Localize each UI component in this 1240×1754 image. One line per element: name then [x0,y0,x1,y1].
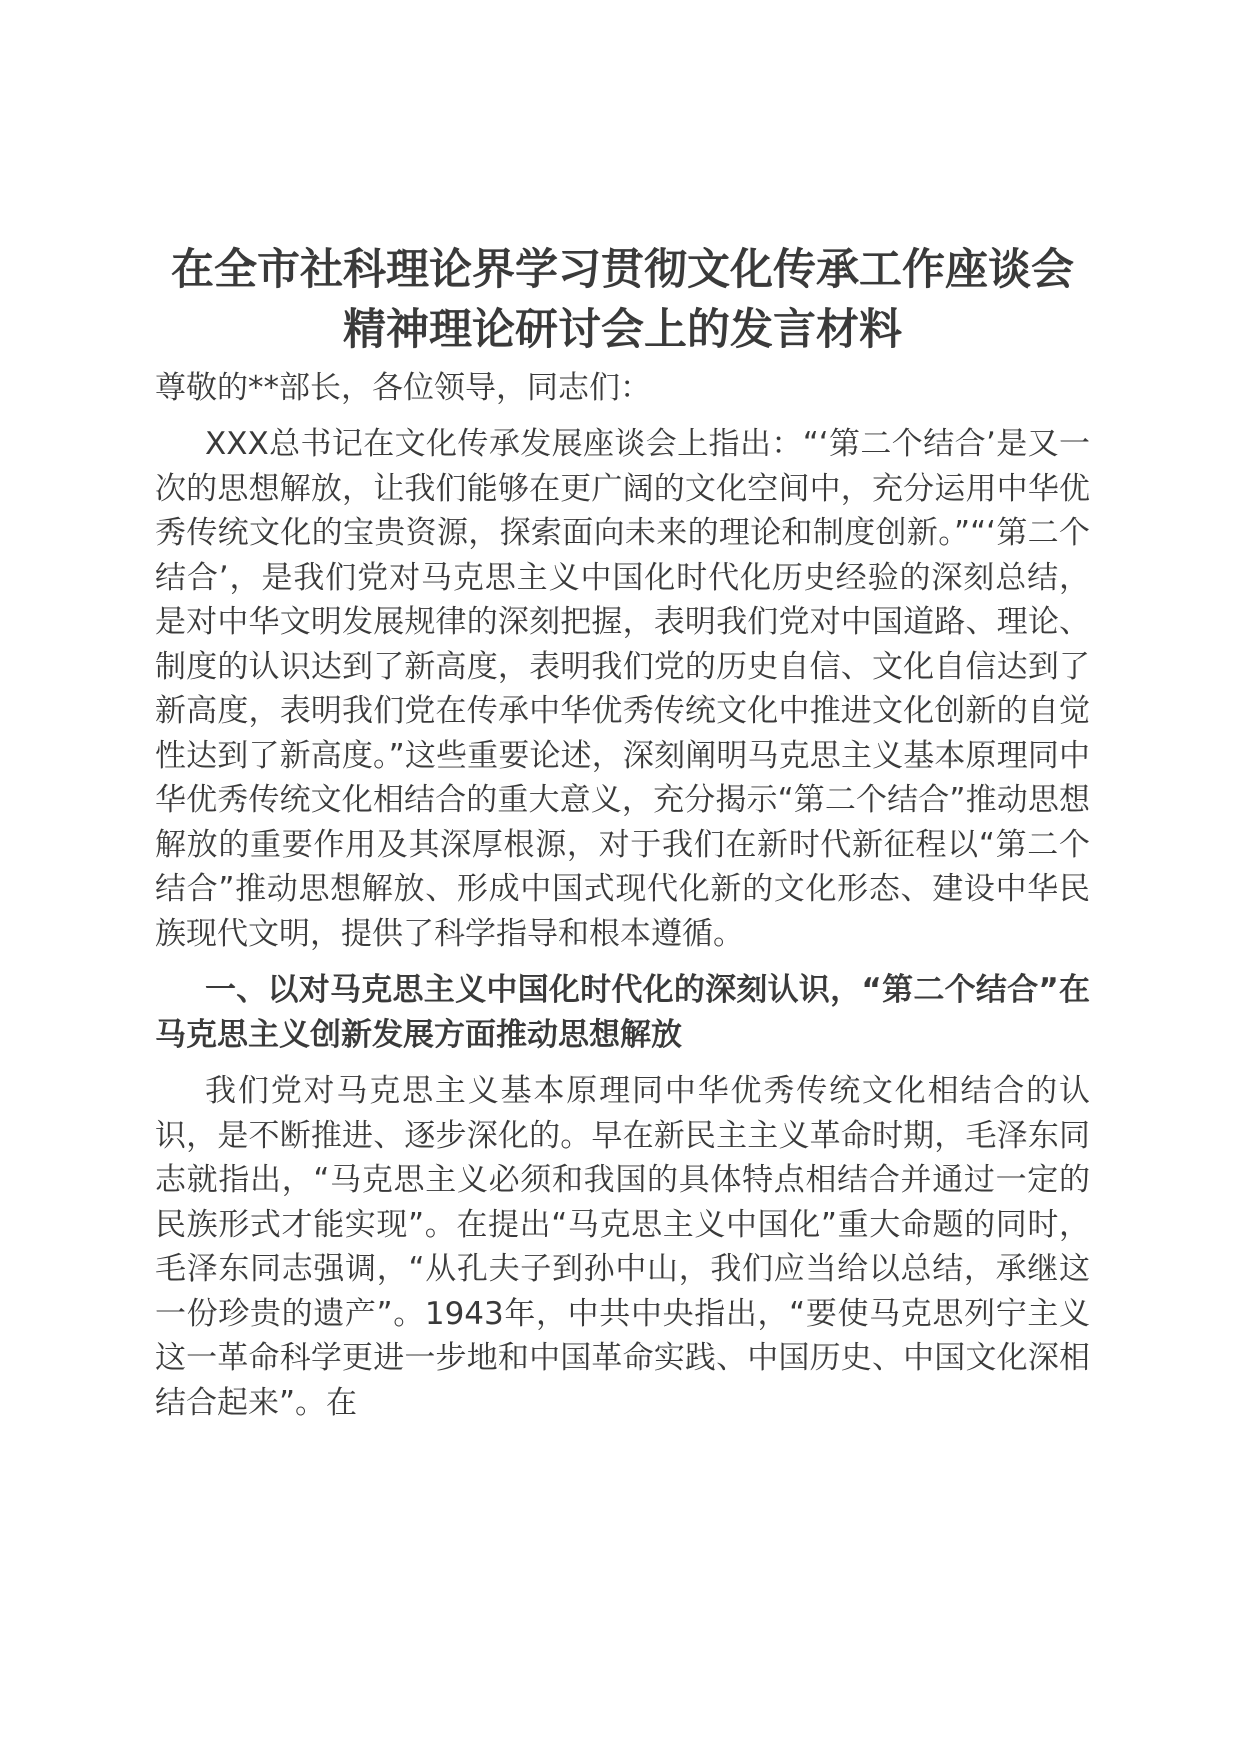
document-title: 在全市社科理论界学习贯彻文化传承工作座谈会精神理论研讨会上的发言材料 [171,245,1074,355]
document-body [155,240,1090,1425]
paragraph-intro: XXX总书记在文化传承发展座谈会上指出：“‘第二个结合’是又一次的思想解放，让我们能够在更广阔的文化空间中，充分运用中华优秀传统文化的宝贵资源，探索面向未来的理论和制度创新。”“‘第二个结合’，是我们党对马克思主义中国化时代化历史经验的深刻总结，是对中华文明发展规律的深刻把握，表明我们党对中国道路、理论、制度的认识达到了新高度，表明我们党的历史自信、文化自信达到了新高度，表明我们党在传承中华优秀传统文化中推进文化创新的自觉性达到了新高度。”这些重要论述，深刻阐明马克思主义基本原理同中华优秀传统文化相结合的重大意义，充分揭示“第二个结合”推动思想解放的重要作用及其深厚根源，对于我们在新时代新征程以“第二个结合”推动思想解放、形成中国式现代化新的文化形态、建设中华民族现代文明，提供了科学指导和根本遵循。 [155,426,1090,952]
section-heading-1: 一、以对马克思主义中国化时代化的深刻认识，“第二个结合”在马克思主义创新发展方面推动思想解放 [155,972,1090,1053]
salutation: 尊敬的**部长，各位领导，同志们： [155,370,651,406]
paragraph-section-1: 我们党对马克思主义基本原理同中华优秀传统文化相结合的认识，是不断推进、逐步深化的。早在新民主主义革命时期，毛泽东同志就指出，“马克思主义必须和我国的具体特点相结合并通过一定的民族形式才能实现”。在提出“马克思主义中国化”重大命题的同时，毛泽东同志强调，“从孔夫子到孙中山，我们应当给以总结，承继这一份珍贵的遗产”。1943年，中共中央指出，“要使马克思列宁主义这一革命科学更进一步地和中国革命实践、中国历史、中国文化深相结合起来”。在 [155,1073,1090,1421]
